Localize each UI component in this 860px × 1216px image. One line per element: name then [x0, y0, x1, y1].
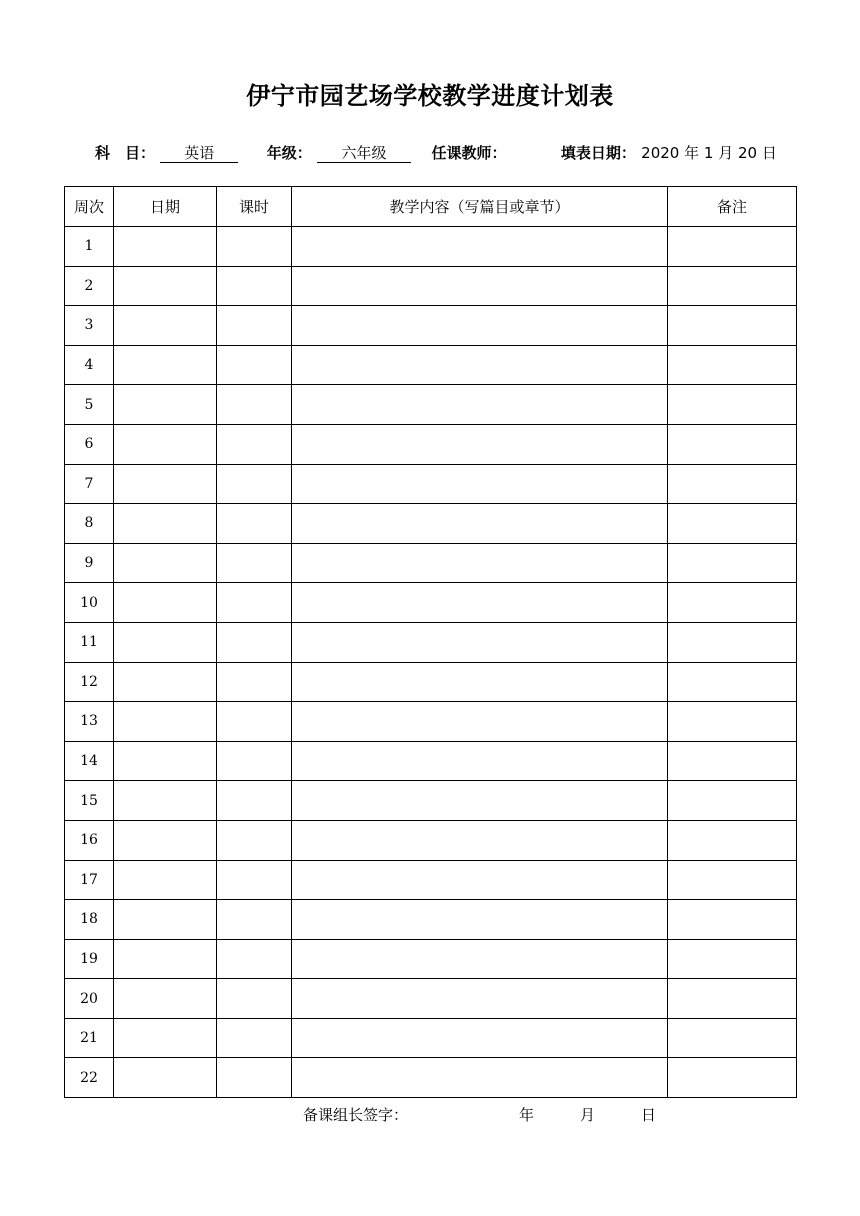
- week-cell: 9: [65, 543, 114, 583]
- content-cell[interactable]: [292, 345, 668, 385]
- footer-month: 月: [580, 1106, 596, 1124]
- table-header-row: [65, 187, 797, 227]
- content-cell[interactable]: [292, 741, 668, 781]
- content-cell[interactable]: [292, 820, 668, 860]
- content-cell[interactable]: [292, 464, 668, 504]
- remarks-cell[interactable]: [668, 1058, 797, 1098]
- remarks-cell[interactable]: [668, 306, 797, 346]
- date-cell[interactable]: [114, 1018, 217, 1058]
- remarks-cell[interactable]: [668, 979, 797, 1019]
- periods-cell[interactable]: [217, 543, 292, 583]
- content-cell[interactable]: [292, 504, 668, 544]
- content-cell[interactable]: [292, 979, 668, 1019]
- week-cell: 8: [65, 504, 114, 544]
- date-cell[interactable]: [114, 345, 217, 385]
- periods-cell[interactable]: [217, 385, 292, 425]
- grade-field[interactable]: 六年级: [317, 144, 411, 163]
- periods-cell[interactable]: [217, 662, 292, 702]
- remarks-cell[interactable]: [668, 266, 797, 306]
- periods-cell[interactable]: [217, 860, 292, 900]
- table-row: [65, 662, 797, 702]
- remarks-cell[interactable]: [668, 345, 797, 385]
- periods-cell[interactable]: [217, 900, 292, 940]
- periods-cell[interactable]: [217, 702, 292, 742]
- table-row: [65, 702, 797, 742]
- periods-cell[interactable]: [217, 504, 292, 544]
- week-cell: 22: [65, 1058, 114, 1098]
- table-row: [65, 504, 797, 544]
- grade-label: 年级：: [266, 144, 312, 162]
- week-cell: 19: [65, 939, 114, 979]
- table-row: [65, 385, 797, 425]
- table-row: [65, 741, 797, 781]
- remarks-cell[interactable]: [668, 583, 797, 623]
- date-cell[interactable]: [114, 702, 217, 742]
- date-cell[interactable]: [114, 424, 217, 464]
- table-row: [65, 939, 797, 979]
- remarks-cell[interactable]: [668, 781, 797, 821]
- content-cell[interactable]: [292, 583, 668, 623]
- week-cell: 12: [65, 662, 114, 702]
- week-cell: 20: [65, 979, 114, 1019]
- teacher-label: 任课教师：: [431, 144, 507, 162]
- content-cell[interactable]: [292, 1018, 668, 1058]
- periods-cell[interactable]: [217, 781, 292, 821]
- schedule-table: [64, 186, 797, 1098]
- date-cell[interactable]: [114, 662, 217, 702]
- date-cell[interactable]: [114, 504, 217, 544]
- periods-cell[interactable]: [217, 1058, 292, 1098]
- date-cell[interactable]: [114, 306, 217, 346]
- week-cell: 17: [65, 860, 114, 900]
- header-date: 日期: [114, 187, 217, 227]
- remarks-cell[interactable]: [668, 464, 797, 504]
- date-cell[interactable]: [114, 900, 217, 940]
- periods-cell[interactable]: [217, 306, 292, 346]
- week-cell: 4: [65, 345, 114, 385]
- periods-cell[interactable]: [217, 1018, 292, 1058]
- content-cell[interactable]: [292, 424, 668, 464]
- content-cell[interactable]: [292, 543, 668, 583]
- date-cell[interactable]: [114, 1058, 217, 1098]
- date-cell[interactable]: [114, 781, 217, 821]
- week-cell: 21: [65, 1018, 114, 1058]
- table-row: [65, 979, 797, 1019]
- remarks-cell[interactable]: [668, 227, 797, 267]
- date-cell[interactable]: [114, 820, 217, 860]
- periods-cell[interactable]: [217, 266, 292, 306]
- table-row: [65, 622, 797, 662]
- date-cell[interactable]: [114, 860, 217, 900]
- date-cell[interactable]: [114, 939, 217, 979]
- date-cell[interactable]: [114, 741, 217, 781]
- remarks-cell[interactable]: [668, 424, 797, 464]
- date-cell[interactable]: [114, 583, 217, 623]
- date-cell[interactable]: [114, 622, 217, 662]
- header-content: 教学内容（写篇目或章节）: [292, 187, 668, 227]
- week-cell: 1: [65, 227, 114, 267]
- content-cell[interactable]: [292, 781, 668, 821]
- week-cell: 16: [65, 820, 114, 860]
- date-cell[interactable]: [114, 227, 217, 267]
- periods-cell[interactable]: [217, 979, 292, 1019]
- periods-cell[interactable]: [217, 939, 292, 979]
- content-cell[interactable]: [292, 702, 668, 742]
- week-cell: 7: [65, 464, 114, 504]
- periods-cell[interactable]: [217, 741, 292, 781]
- date-cell[interactable]: [114, 385, 217, 425]
- week-cell: 13: [65, 702, 114, 742]
- week-cell: 14: [65, 741, 114, 781]
- table-row: [65, 306, 797, 346]
- page-title: 伊宁市园艺场学校教学进度计划表: [246, 82, 614, 110]
- table-row: [65, 1058, 797, 1098]
- week-cell: 10: [65, 583, 114, 623]
- periods-cell[interactable]: [217, 345, 292, 385]
- footer-year: 年: [519, 1106, 535, 1124]
- content-cell[interactable]: [292, 306, 668, 346]
- content-cell[interactable]: [292, 662, 668, 702]
- table-body: [65, 227, 797, 1098]
- header-remarks: 备注: [668, 187, 797, 227]
- subject-label: 科 目：: [95, 144, 156, 162]
- table-row: [65, 464, 797, 504]
- table-row: [65, 900, 797, 940]
- date-cell[interactable]: [114, 979, 217, 1019]
- remarks-cell[interactable]: [668, 741, 797, 781]
- remarks-cell[interactable]: [668, 939, 797, 979]
- date-value: 2020 年 1 月 20 日: [641, 144, 777, 162]
- table-row: [65, 781, 797, 821]
- header-week: 周次: [65, 187, 114, 227]
- periods-cell[interactable]: [217, 622, 292, 662]
- footer-day: 日: [641, 1106, 657, 1124]
- table-row: [65, 583, 797, 623]
- week-cell: 6: [65, 424, 114, 464]
- periods-cell[interactable]: [217, 464, 292, 504]
- week-cell: 2: [65, 266, 114, 306]
- content-cell[interactable]: [292, 1058, 668, 1098]
- week-cell: 5: [65, 385, 114, 425]
- table-row: [65, 1018, 797, 1058]
- subject-field[interactable]: 英语: [160, 144, 238, 163]
- form-meta-line: [95, 142, 815, 163]
- content-cell[interactable]: [292, 266, 668, 306]
- table-row: [65, 820, 797, 860]
- week-cell: 15: [65, 781, 114, 821]
- date-cell[interactable]: [114, 543, 217, 583]
- table-row: [65, 860, 797, 900]
- table-row: [65, 543, 797, 583]
- remarks-cell[interactable]: [668, 900, 797, 940]
- remarks-cell[interactable]: [668, 820, 797, 860]
- date-cell[interactable]: [114, 266, 217, 306]
- week-cell: 18: [65, 900, 114, 940]
- content-cell[interactable]: [292, 622, 668, 662]
- table-row: [65, 345, 797, 385]
- table-row: [65, 424, 797, 464]
- remarks-cell[interactable]: [668, 1018, 797, 1058]
- periods-cell[interactable]: [217, 583, 292, 623]
- week-cell: 11: [65, 622, 114, 662]
- periods-cell[interactable]: [217, 820, 292, 860]
- content-cell[interactable]: [292, 939, 668, 979]
- remarks-cell[interactable]: [668, 622, 797, 662]
- remarks-cell[interactable]: [668, 860, 797, 900]
- content-cell[interactable]: [292, 385, 668, 425]
- remarks-cell[interactable]: [668, 504, 797, 544]
- signature-label: 备课组长签字：: [303, 1106, 409, 1124]
- date-cell[interactable]: [114, 464, 217, 504]
- periods-cell[interactable]: [217, 227, 292, 267]
- periods-cell[interactable]: [217, 424, 292, 464]
- content-cell[interactable]: [292, 860, 668, 900]
- date-label: 填表日期：: [560, 144, 636, 162]
- week-cell: 3: [65, 306, 114, 346]
- remarks-cell[interactable]: [668, 385, 797, 425]
- remarks-cell[interactable]: [668, 662, 797, 702]
- header-periods: 课时: [217, 187, 292, 227]
- content-cell[interactable]: [292, 227, 668, 267]
- remarks-cell[interactable]: [668, 702, 797, 742]
- remarks-cell[interactable]: [668, 543, 797, 583]
- table-row: [65, 227, 797, 267]
- content-cell[interactable]: [292, 900, 668, 940]
- table-row: [65, 266, 797, 306]
